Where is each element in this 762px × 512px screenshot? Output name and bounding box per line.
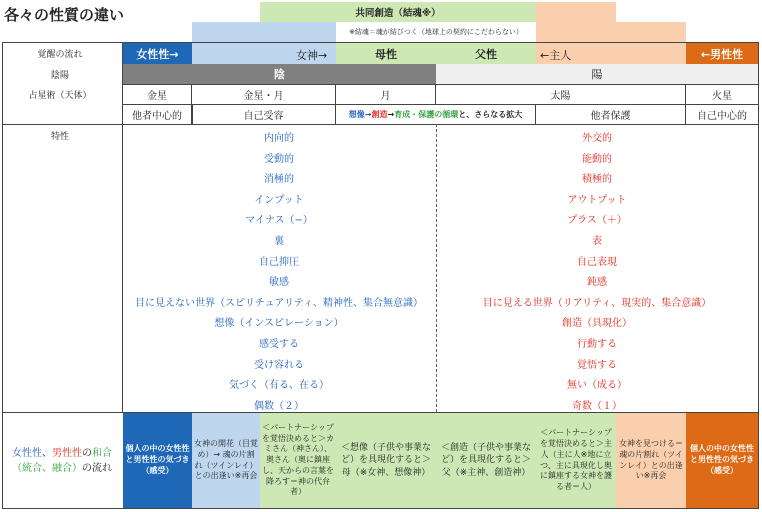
- flow-male-label: ←男性性: [700, 47, 744, 61]
- cycle-part-a: 想像→: [348, 109, 372, 119]
- traits-left-item: マイナス（−）: [245, 215, 313, 227]
- page-title: 各々の性質の違い: [4, 6, 125, 24]
- yang-label: 陽: [591, 68, 603, 81]
- header-block-light-blue: [192, 22, 336, 42]
- cycle-part-c: →: [387, 109, 395, 119]
- label-male: 男性性: [52, 447, 82, 459]
- traits-right-item: 覚悟する: [577, 359, 617, 371]
- traits-left-item: 内向的: [264, 133, 294, 144]
- flow-mother-label: 母性: [375, 47, 397, 61]
- traits-right-item: 積極的: [582, 174, 612, 186]
- traits-right-item: 目に見える世界（リアリティ、現実的、集合意識）: [482, 297, 712, 309]
- astro-mars: 火星: [712, 90, 732, 102]
- bottom-cell-2: 女神の開花（目覚め）→ 魂の片割れ（ツインレイ）との出逢い※再会: [192, 413, 260, 508]
- yin-cell: [123, 64, 436, 84]
- bottom-cell-7: 女神を見つける＝魂の片割れ（ツインレイ）との出逢い※再会: [616, 413, 686, 508]
- label-sep1: 、: [42, 447, 52, 459]
- bottom-cell-5: ＜創造（子供や事業など）を具現化すると＞父（※主神、創造神）: [436, 413, 536, 508]
- cycle-part-d: 育成・保護の循環: [394, 109, 459, 119]
- cycle-part-b: 創造: [371, 109, 388, 119]
- bottom-row-label: [2, 412, 122, 509]
- traits-right-item: 能動的: [582, 153, 612, 165]
- traits-left-item: 自己抑圧: [259, 256, 299, 268]
- grid-divider-1: [192, 104, 193, 124]
- row4-other-center-left: 他者中心的: [123, 104, 192, 124]
- traits-right-item: 創造（具現化）: [562, 318, 632, 330]
- row4-cycle: [336, 104, 536, 124]
- row4-self-accept: 自己受容: [192, 104, 336, 124]
- traits-left-item: 裏: [274, 236, 284, 247]
- bottom-cell-1: 個人の中の女性性と男性性の気づき（感受）: [123, 413, 192, 508]
- traits-left-item: 気づく（有る、在る）: [229, 380, 329, 392]
- label-female: 女性性: [12, 447, 42, 459]
- traits-left-item: 消極的: [264, 174, 294, 186]
- row-label-traits: 特性: [50, 131, 69, 142]
- traits-right-item: 自己表現: [577, 256, 617, 268]
- row4-other-protect: 他者保護: [536, 104, 686, 124]
- astro-moon: 月: [336, 84, 436, 104]
- row-label-awakening: 覚醒の流れ: [37, 49, 83, 60]
- traits-right-item: 無い（成る）: [567, 380, 627, 392]
- traits-left-item: 想像（インスピレーション）: [214, 318, 344, 330]
- traits-left-item: 受け容れる: [254, 359, 304, 371]
- astro-venus-moon: 金星・月: [192, 84, 336, 104]
- astro-sun: 太陽: [436, 84, 686, 104]
- label-no: の: [82, 447, 92, 459]
- label-flow: の流れ: [82, 462, 112, 474]
- flow-female-label: 女性性→: [136, 47, 179, 61]
- traits-right-item: 奇数（１）: [572, 400, 622, 412]
- flow-lord-label: ←主人: [540, 49, 572, 62]
- yang-cell: [436, 64, 758, 84]
- traits-left-item: インプット: [254, 194, 304, 206]
- traits-left-item: 目に見えない世界（スピリチュアリティ、精神性、集合無意識）: [134, 297, 424, 309]
- label-column-divider: [122, 42, 123, 412]
- label-integration: （統合、融合）: [12, 462, 82, 474]
- cycle-part-e: と、さらなる拡大: [458, 109, 523, 119]
- flow-mother: [336, 43, 436, 64]
- traits-left-item: 偶数（２）: [254, 400, 304, 412]
- traits-right-item: プラス（＋）: [567, 215, 627, 227]
- bottom-cell-8: 個人の中の女性性と男性性の気づき（感受）: [686, 413, 758, 508]
- traits-right-item: 鈍感: [587, 277, 607, 289]
- flow-father-label: 父性: [475, 47, 497, 61]
- row-label-yinyang: 陰陽: [50, 70, 69, 81]
- flow-male: [686, 43, 758, 64]
- bottom-cell-4: ＜想像（子供や事業など）を具現化すると＞母（※女神、想像神）: [336, 413, 436, 508]
- kyodo-label: 共同創造（結魂※）: [355, 8, 441, 19]
- header-block-peach: [536, 2, 616, 22]
- traits-line-top: [2, 124, 759, 125]
- label-harmony: 和合: [92, 447, 112, 459]
- astro-venus: 金星: [123, 84, 192, 104]
- row-label-astrology: 占星術（天体）: [28, 90, 92, 101]
- traits-left-item: 感受する: [259, 339, 299, 350]
- kyodo-note: ※結魂＝魂が結びつく（地球上の契約にこだわらない）: [336, 22, 536, 42]
- traits-left-item: 敏感: [269, 277, 289, 289]
- flow-female: [123, 43, 192, 64]
- traits-center-divider: [436, 124, 437, 412]
- traits-right-item: 行動する: [577, 339, 617, 350]
- yin-label: 陰: [274, 68, 285, 81]
- row4-self-center-right: 自己中心的: [697, 110, 747, 122]
- flow-goddess-label: 女神→: [296, 49, 328, 62]
- traits-right-item: アウトプット: [567, 194, 627, 206]
- bottom-cell-3: ＜パートナーシップを覚悟決めると＞カミさん（神さん）、奥さん（奥に鎮座し、天からの言葉を降ろす＝神の代弁者）: [260, 413, 336, 508]
- flow-father: [436, 43, 536, 64]
- bottom-cell-6: ＜パートナーシップを覚悟決めると＞主人（主に人※地に立つ、主に具現化し奥に鎮座する女神を護る者＝人）: [536, 413, 616, 508]
- header-block-peach2: [536, 22, 686, 42]
- traits-left-item: 受動的: [264, 153, 294, 165]
- traits-right-item: 外交的: [582, 133, 612, 144]
- traits-right-item: 表: [592, 236, 602, 247]
